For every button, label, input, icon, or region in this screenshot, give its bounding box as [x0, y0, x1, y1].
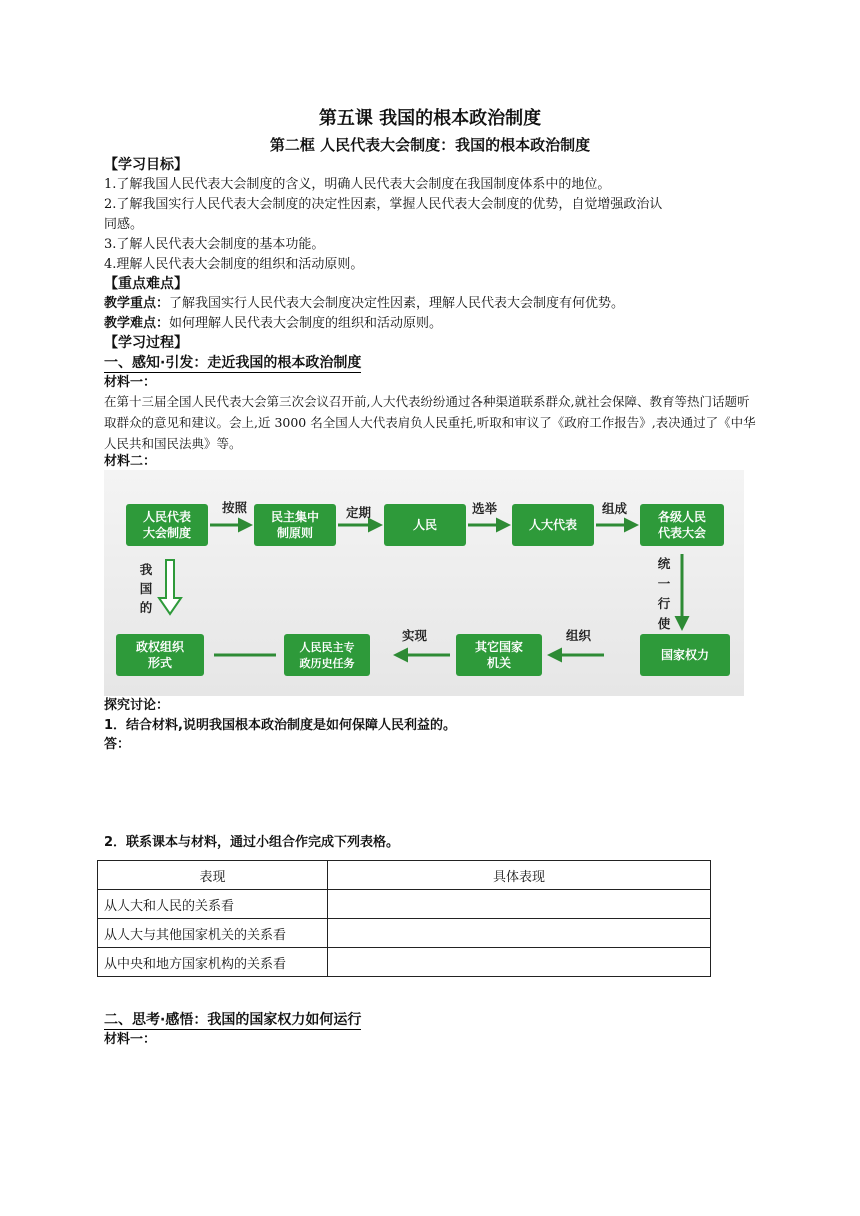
material2-label: 材料二： — [104, 454, 157, 469]
box-dictatorship-task-text: 人民民主专政历史任务 — [299, 641, 355, 670]
material1-text: 在第十三届全国人民代表大会第三次会议召开前,人大代表纷纷通过各种渠道联系群众,就社会保障、教育等热门话题听取群众的意见和建议。会上,近 3000 名全国人大代表肩负人民重托,听取和审议了《政府工作报告》,表决通过了《中华人民共和国民法典》等。 — [104, 394, 756, 451]
table-header-cell: 表现 — [98, 861, 328, 890]
table-cell: 从人大和人民的关系看 — [98, 890, 328, 919]
label-exercise: 统一行使 — [657, 556, 671, 631]
table-header-cell: 具体表现 — [328, 861, 711, 890]
box-democratic-centralism-text: 民主集中制原则 — [270, 510, 320, 540]
material1-label: 材料一： — [104, 375, 157, 390]
keypoints-heading: 【重点难点】 — [104, 276, 188, 292]
table-row — [98, 948, 711, 977]
table-cell: 从中央和地方国家机构的关系看 — [98, 948, 328, 977]
table-cell: 从人大与其他国家机关的关系看 — [98, 919, 328, 948]
label-realize: 实现 — [402, 628, 428, 643]
material1b-label: 材料一： — [104, 1032, 157, 1047]
label-regularly: 定期 — [346, 505, 372, 520]
npc-system-diagram — [104, 470, 744, 696]
objective-item: 1.了解我国人民代表大会制度的含义，明确人民代表大会制度在我国制度体系中的地位。 — [104, 177, 611, 192]
label-elect: 选举 — [472, 501, 498, 516]
objectives-heading: 【学习目标】 — [104, 157, 188, 173]
teaching-focus — [104, 295, 624, 313]
box-people — [384, 504, 466, 546]
table-row — [98, 919, 711, 948]
box-deputies — [512, 504, 594, 546]
box-regime-form — [116, 634, 204, 676]
label-according-to: 按照 — [222, 500, 248, 515]
label-compose: 组成 — [602, 501, 628, 516]
process-heading: 【学习过程】 — [104, 335, 188, 351]
objective-item: 2.了解我国实行人民代表大会制度的决定性因素，掌握人民代表大会制度的优势，自觉增强政治认 — [104, 197, 663, 212]
label-organize: 组织 — [566, 628, 592, 643]
focus-text: 了解我国实行人民代表大会制度决定性因素，理解人民代表大会制度有何优势。 — [169, 296, 625, 311]
difficulty-text: 如何理解人民代表大会制度的组织和活动原则。 — [169, 316, 443, 331]
section2-title: 二、思考·感悟：我国的国家权力如何运行 — [104, 1012, 362, 1028]
box-deputies-text: 人大代表 — [528, 518, 578, 532]
box-npc-system — [126, 504, 208, 546]
box-dictatorship-task — [284, 634, 370, 676]
teaching-difficulty — [104, 315, 442, 333]
discussion-label: 探究讨论： — [104, 698, 170, 713]
box-congresses-text: 各级人民代表大会 — [657, 510, 707, 540]
box-other-organs — [456, 634, 542, 676]
box-congresses — [640, 504, 724, 546]
box-state-power — [640, 634, 730, 676]
table-answer-cell[interactable] — [328, 890, 711, 919]
focus-label: 教学重点： — [104, 296, 170, 311]
box-other-organs-text: 其它国家机关 — [474, 640, 524, 670]
lesson-title: 第五课 我国的根本政治制度 — [318, 108, 542, 129]
question-1: 1．结合材料,说明我国根本政治制度是如何保障人民利益的。 — [104, 718, 456, 733]
answer-label: 答： — [104, 737, 131, 752]
box-people-text: 人民 — [412, 518, 438, 532]
question-2: 2．联系课本与材料，通过小组合作完成下列表格。 — [104, 835, 400, 850]
objective-item: 同感。 — [104, 217, 144, 232]
box-state-power-text: 国家权力 — [660, 648, 710, 662]
table-answer-cell[interactable] — [328, 948, 711, 977]
box-democratic-centralism — [254, 504, 336, 546]
box-npc-system-text: 人民代表大会制度 — [142, 510, 192, 540]
relations-table — [97, 860, 711, 977]
section1-title: 一、感知·引发：走近我国的根本政治制度 — [104, 355, 362, 371]
label-of-our-country: 我国的 — [139, 562, 153, 615]
table-row — [98, 890, 711, 919]
table-header-row — [98, 861, 711, 890]
objective-item: 3.了解人民代表大会制度的基本功能。 — [104, 237, 325, 252]
box-regime-form-text: 政权组织形式 — [135, 640, 185, 670]
lesson-subtitle: 第二框 人民代表大会制度：我国的根本政治制度 — [269, 136, 591, 154]
difficulty-label: 教学难点： — [104, 316, 170, 331]
objective-item: 4.理解人民代表大会制度的组织和活动原则。 — [104, 257, 364, 272]
table-answer-cell[interactable] — [328, 919, 711, 948]
